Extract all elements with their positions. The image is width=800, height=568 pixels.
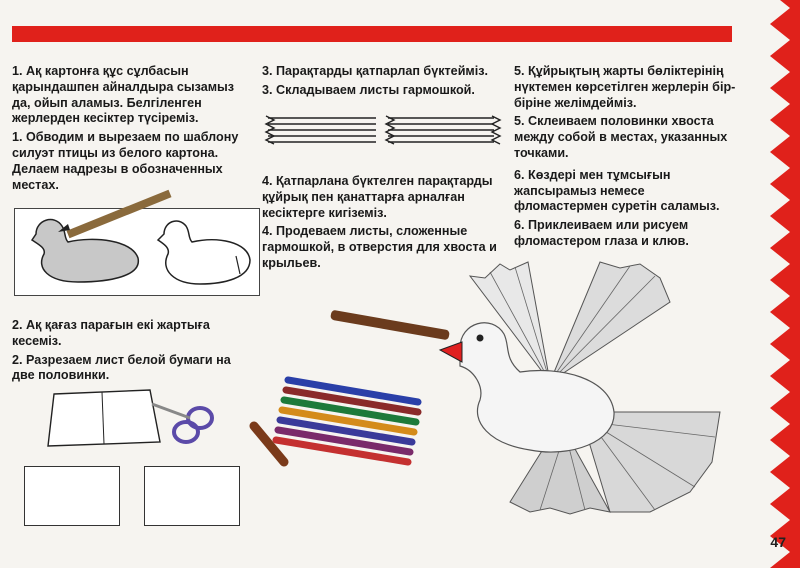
bird-template-illustration [14,196,274,296]
column-2-lower [262,174,504,275]
column-1 [12,64,248,196]
step-4-kazakh: 4. Қатпарлана бүктелген парақтарды құйрық пен қанаттарға арналған кесіктерге кигіземіз. [262,174,493,220]
step-2-kazakh: 2. Ақ қағаз парағын екі жартыға кесеміз. [12,318,210,348]
step-4-russian: 4. Продеваем листы, сложенные гармошкой, в отверстия для хвоста и крыльев. [262,224,497,270]
paper-bird-illustration [400,262,720,522]
step-1-kazakh: 1. Ақ картонға құс сұлбасын қарындашпен айналдыра сызамыз да, ойып аламыз. Белгіленген жерлерден кесіктер түсіреміз. [12,64,235,126]
paper-half-left [24,466,120,526]
accordion-fold-illustration [264,114,504,154]
column-3 [514,64,736,253]
paper-half-right [144,466,240,526]
page-number: 47 [770,534,786,550]
step-5-russian: 5. Склеиваем половинки хвоста между собой в местах, указанных точками. [514,114,728,160]
step-6-russian: 6. Приклеиваем или рисуем фломастером глаза и клюв. [514,218,689,248]
column-1-lower [12,318,248,387]
step-1-russian: 1. Обводим и вырезаем по шаблону силуэт птицы из белого картона. Делаем надрезы в обозначенных местах. [12,130,239,192]
step-3-kazakh: 3. Парақтарды қатпарлап бүктейміз. [262,64,489,78]
paper-and-scissors-illustration [40,388,240,458]
header-bar [12,26,732,42]
column-2 [262,64,502,102]
step-5-kazakh: 5. Құйрықтың жарты бөліктерінің нүктемен көрсетілген жерлерін бір-біріне желімдейміз. [514,64,736,110]
step-3-russian: 3. Складываем листы гармошкой. [262,82,475,97]
step-2-russian: 2. Разрезаем лист белой бумаги на две половинки. [12,352,231,383]
step-6-kazakh: 6. Көздері мен тұмсығын жапсырамыз немесе фломастермен суретін саламыз. [514,167,720,214]
zigzag-border [730,0,800,568]
